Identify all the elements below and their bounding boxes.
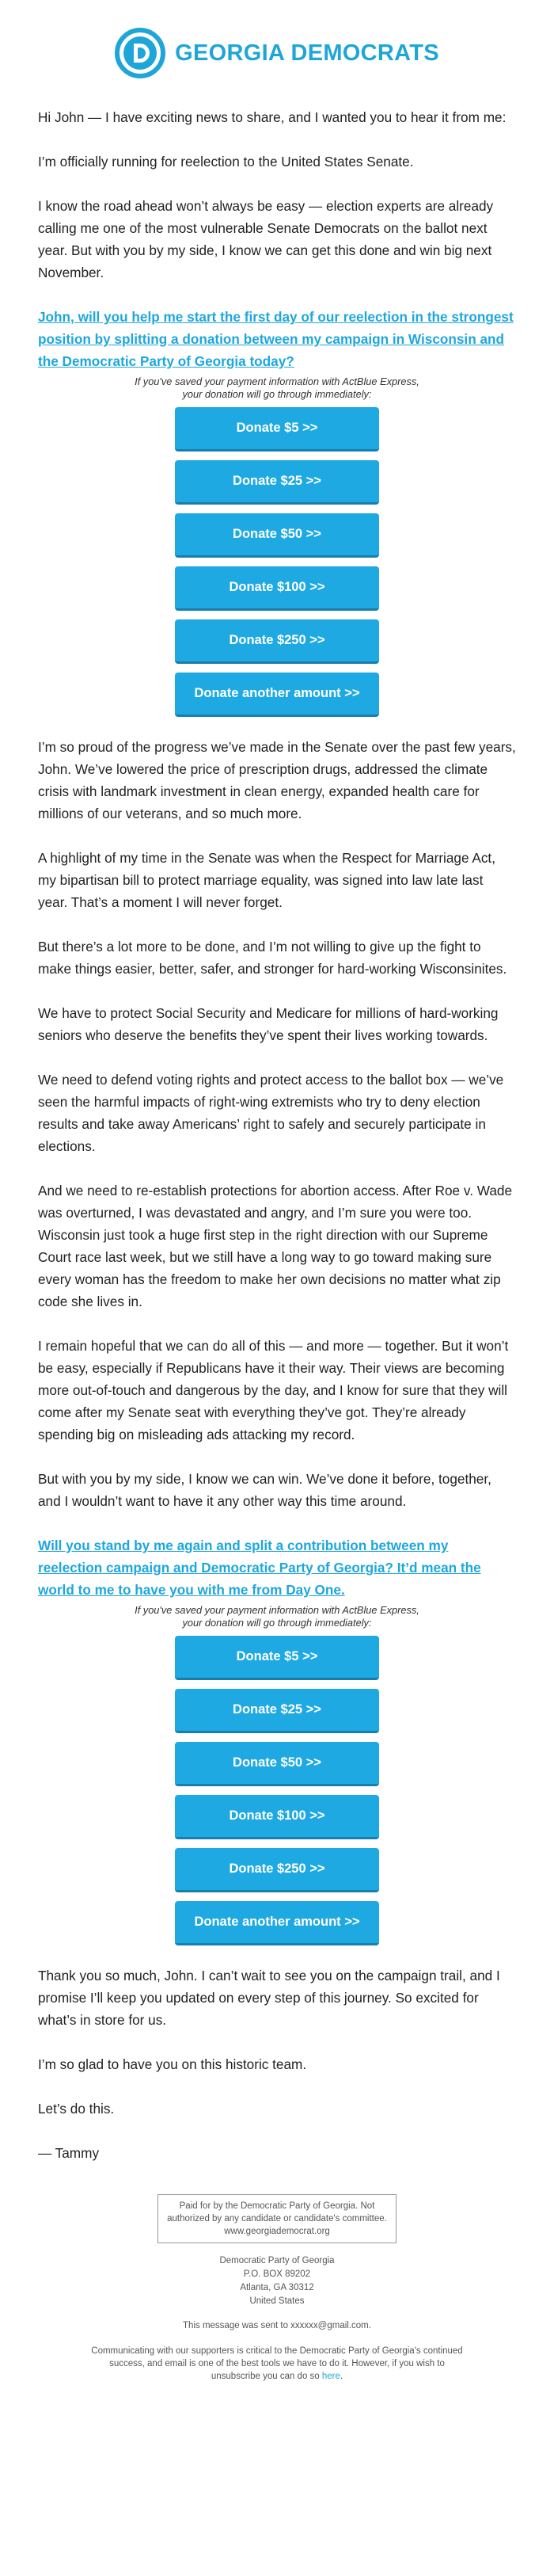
body-paragraph: We have to protect Social Security and Medicare for millions of hard-working seniors who deserve the benefits they’ve spent their lives working towards. [38,1005,499,1043]
actblue-note-line: If you've saved your payment information with ActBlue Express, [135,375,419,387]
announcement-paragraph: I’m officially running for reelection to the United States Senate. [38,154,414,170]
closing-paragraph: Thank you so much, John. I can’t wait to see you on the campaign trail, and I promise I’ll keep you updated on every step of this journey. So excited for what’s in store for us. [38,1968,500,2028]
donate-25-button[interactable]: Donate $25 >> [175,1689,379,1733]
donation-buttons-1 [38,407,516,717]
georgia-democrats-logo-icon [115,28,165,78]
actblue-note-1 [38,375,516,401]
sent-to-notice: This message was sent to xxxxxx@gmail.com. [183,2321,371,2330]
body-paragraph: I’m so proud of the progress we’ve made in the Senate over the past few years, John. We’ve lowered the price of prescription drugs, addressed the climate crisis with landmark investment in clean energy, expanded health care for millions of our veterans, and so much more. [38,739,516,821]
intro-paragraph: I know the road ahead won’t always be easy — election experts are already calling me one of the most vulnerable Senate Democrats on the ballot next year. But with you by my side, I know we can get this done and win big next November. [38,198,494,280]
actblue-note-2 [38,1604,516,1629]
body-paragraph: And we need to re-establish protections for abortion access. After Roe v. Wade was overturned, I was devastated and angry, and I’m sure you were too. Wisconsin just took a huge first step in the right direction with our Supreme Court race last week, but we still have a long way to go toward making sure every woman has the freedom to make her own decisions no matter what zip code she lives in. [38,1183,513,1309]
email-body [0,106,554,2164]
donate-other-amount-button[interactable]: Donate another amount >> [175,1901,379,1945]
body-paragraph: We need to defend voting rights and protect access to the ballot box — we’ve seen the harmful impacts of right-wing extremists who try to deny election results and take away Americans’ right to safely and securely participate in elections. [38,1072,504,1154]
brand-logo[interactable] [115,28,439,78]
mailing-address [0,2254,554,2308]
body-paragraph: But there’s a lot more to be done, and I’m not willing to give up the fight to make things easier, better, safer, and stronger for hard-working Wisconsinites. [38,939,507,977]
donate-other-amount-button[interactable]: Donate another amount >> [175,673,379,717]
email-header [0,0,554,106]
actblue-note-line: your donation will go through immediately: [182,1617,372,1629]
unsubscribe-text: Communicating with our supporters is critical to the Democratic Party of Georgia's continued success, and email is one of the best tools we have to do it. However, if you wish to unsubscribe you can do so [91,2346,463,2381]
unsubscribe-end: . [340,2372,343,2381]
address-line: Atlanta, GA 30312 [240,2283,314,2292]
closing-paragraph: Let’s do this. [38,2101,115,2117]
donate-5-button[interactable]: Donate $5 >> [175,407,379,452]
donate-250-button[interactable]: Donate $250 >> [175,619,379,664]
donation-ask-link-1[interactable]: John, will you help me start the first day of our reelection in the strongest position by splitting a donation between my campaign in Wisconsin and the Democratic Party of Georgia today? [38,309,514,369]
donate-25-button[interactable]: Donate $25 >> [175,460,379,505]
actblue-note-line: your donation will go through immediately: [182,388,372,400]
body-paragraph: But with you by my side, I know we can win. We’ve done it before, together, and I wouldn’t want to have it any other way this time around. [38,1471,491,1509]
body-paragraph: A highlight of my time in the Senate was when the Respect for Marriage Act, my bipartisan bill to protect marriage equality, was signed into law late last year. That’s a moment I will never forget. [38,850,495,910]
greeting-paragraph: Hi John — I have exciting news to share, and I wanted you to hear it from me: [38,109,507,125]
address-line: Democratic Party of Georgia [219,2256,335,2265]
brand-name: GEORGIA DEMOCRATS [175,40,439,66]
body-paragraph: I remain hopeful that we can do all of this — and more — together. But it won’t be easy, especially if Republicans have it their way. Their views are becoming more out-of-touch and dangerous by the day, and I know for sure that they will come after my Senate seat with everything they’ve got. They’re already spending big on misleading ads attacking my record. [38,1338,509,1442]
signature: — Tammy [38,2145,100,2161]
address-line: United States [249,2296,305,2306]
actblue-note-line: If you've saved your payment information with ActBlue Express, [135,1604,419,1616]
donate-50-button[interactable]: Donate $50 >> [175,1742,379,1786]
unsubscribe-notice [91,2345,463,2383]
donate-100-button[interactable]: Donate $100 >> [175,566,379,611]
email-footer [0,2194,554,2383]
address-line: P.O. BOX 89202 [243,2269,311,2279]
donate-250-button[interactable]: Donate $250 >> [175,1848,379,1892]
paid-for-disclaimer: Paid for by the Democratic Party of Georgia. Not authorized by any candidate or candidate's committee. www.georgiademocrat.org [157,2194,397,2243]
donate-50-button[interactable]: Donate $50 >> [175,513,379,558]
unsubscribe-link[interactable]: here [321,2372,340,2381]
donation-buttons-2 [38,1636,516,1945]
donate-5-button[interactable]: Donate $5 >> [175,1636,379,1680]
closing-paragraph: I’m so glad to have you on this historic team. [38,2056,307,2072]
donate-100-button[interactable]: Donate $100 >> [175,1795,379,1839]
donation-ask-link-2[interactable]: Will you stand by me again and split a contribution between my reelection campaign and Democratic Party of Georgia? It’d mean the world to me to have you with me from Day One. [38,1538,481,1598]
